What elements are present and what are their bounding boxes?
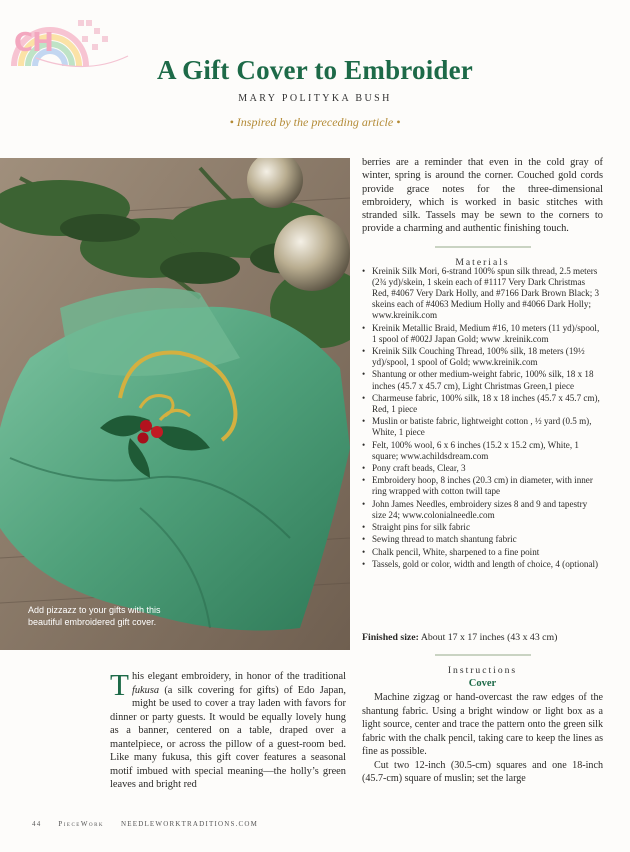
bullet-icon: • <box>362 369 366 380</box>
material-item-text: Tassels, gold or color, width and length of choice, 4 (optional) <box>372 558 599 569</box>
bullet-icon: • <box>362 322 366 333</box>
material-item-text: Kreinik Silk Mori, 6-strand 100% spun silk thread, 2.5 meters (2¾ yd)/skein, 1 skein each of #1117 Very Dark Christmas Red, #4067 Very Dark Holly, and #7166 Dark Brown Black; 3 skeins each of #4063 Medium Holly and #4066 Dark Holly; www.kreinik.com <box>372 266 600 321</box>
material-item <box>362 369 603 391</box>
bullet-icon: • <box>362 546 366 557</box>
material-item-text: Charmeuse fabric, 100% silk, 18 x 18 inches (45.7 x 45.7 cm), Red, 1 piece <box>372 392 600 414</box>
website-url: NEEDLEWORKTRADITIONS.COM <box>120 820 259 828</box>
material-item <box>362 534 603 545</box>
watermark-text: CH <box>14 28 53 58</box>
gift-cover-photo <box>0 158 350 650</box>
body-text: (a silk covering for gifts) of Edo Japan, might be used to cover a tray laden with favors for dinner or party guests. It would be equally lovely hung as a banner, centered on a table, draped over a mantelpiece, or across the pillow of a guest-room bed. Like many fukusa, this gift cover features a seasonal motif imbued with special meaning—the holly’s green leaves and bright red <box>110 684 346 790</box>
material-item <box>362 499 603 521</box>
bullet-icon: • <box>362 534 366 545</box>
instructions-paragraph: Machine zigzag or hand-overcast the raw edges of the shantung fabric. Using a bright window or light box as a light source, center and trace the pattern onto the green silk fabric with the chalk pencil, taking care to keep the lines as fine as possible. <box>362 692 603 757</box>
bullet-icon: • <box>362 462 366 473</box>
silver-ornament <box>274 215 350 291</box>
instructions-text <box>362 691 603 786</box>
materials-list <box>362 266 603 571</box>
instructions-paragraph: Cut two 12-inch (30.5-cm) squares and one 18-inch (45.7-cm) square of muslin; set the large <box>362 759 603 784</box>
material-item <box>362 440 603 462</box>
page-footer <box>32 820 272 828</box>
bullet-icon: • <box>362 558 366 569</box>
material-item <box>362 559 603 570</box>
material-item-text: Embroidery hoop, 8 inches (20.3 cm) in diameter, with inner ring wrapped with cotton twill tape <box>372 475 593 497</box>
body-text: his elegant embroidery, in honor of the traditional <box>131 671 346 682</box>
material-item-text: Kreinik Metallic Braid, Medium #16, 10 meters (11 yd)/spool, 1 spool of #002J Japan Gold; www .kreinik.com <box>372 322 600 344</box>
material-item-text: Pony craft beads, Clear, 3 <box>372 462 466 473</box>
body-italic-term: fukusa <box>131 684 160 696</box>
material-item-text: John James Needles, embroidery sizes 8 and 9 and tapestry size 24; www.colonialneedle.com <box>372 498 588 520</box>
bullet-icon: • <box>362 346 366 357</box>
material-item <box>362 416 603 438</box>
material-item-text: Felt, 100% wool, 6 x 6 inches (15.2 x 15.2 cm), White, 1 square; www.achildsdream.com <box>372 439 579 461</box>
material-item <box>362 475 603 497</box>
material-item <box>362 323 603 345</box>
bullet-icon: • <box>362 498 366 509</box>
material-item <box>362 463 603 474</box>
material-item <box>362 393 603 415</box>
material-item-text: Sewing thread to match shantung fabric <box>372 534 517 545</box>
cover-subheading: Cover <box>468 678 497 689</box>
intro-paragraph: berries are a reminder that even in the cold gray of winter, spring is around the corner. Couched gold cords provide grace notes for the three-dimensional embroidery, which is worked in basic stitches with stranded silk. Tassels may be sewn to the corners to provide a charming and authentic finishing touch. <box>362 157 603 235</box>
material-item <box>362 522 603 533</box>
material-item-text: Kreinik Silk Couching Thread, 100% silk, 18 meters (19½ yd)/spool, 1 spool of Gold; www.kreinik.com <box>372 346 585 368</box>
material-item-text: Straight pins for silk fabric <box>372 521 470 532</box>
instructions-heading <box>362 654 603 678</box>
photo-caption: Add pizzazz to your gifts with this beautiful embroidered gift cover. <box>28 605 161 627</box>
bullet-icon: • <box>362 416 366 427</box>
drop-cap: T <box>110 667 129 702</box>
bullet-icon: • <box>362 439 366 450</box>
material-item-text: Shantung or other medium-weight fabric, 100% silk, 18 x 18 inches (45.7 x 45.7 cm), Light Christmas Green,1 piece <box>372 369 594 391</box>
material-item <box>362 346 603 368</box>
finished-size-label: Finished size: <box>362 632 419 643</box>
material-item-text: Chalk pencil, White, sharpened to a fine point <box>372 546 540 557</box>
bullet-icon: • <box>362 392 366 403</box>
bullet-icon: • <box>362 521 366 532</box>
article-subtitle: • Inspired by the preceding article • <box>229 115 401 129</box>
author-name: MARY POLITYKA BUSH <box>238 93 392 104</box>
materials-heading-text: Materials <box>455 257 510 268</box>
bullet-icon: • <box>362 475 366 486</box>
body-paragraph <box>110 667 346 792</box>
article-title: A Gift Cover to Embroider <box>157 55 473 85</box>
material-item-text: Muslin or batiste fabric, lightweight cotton , ½ yard (0.5 m), White, 1 piece <box>372 416 592 438</box>
heading-rule <box>435 246 531 248</box>
finished-size-value: About 17 x 17 inches (43 x 43 cm) <box>420 632 558 643</box>
instructions-heading-text: Instructions <box>447 665 518 676</box>
material-item <box>362 266 603 321</box>
material-item <box>362 547 603 558</box>
magazine-name: PieceWork <box>58 820 105 828</box>
bullet-icon: • <box>362 266 366 276</box>
finished-size <box>362 632 603 643</box>
page-number: 44 <box>32 820 42 828</box>
heading-rule <box>435 654 531 656</box>
